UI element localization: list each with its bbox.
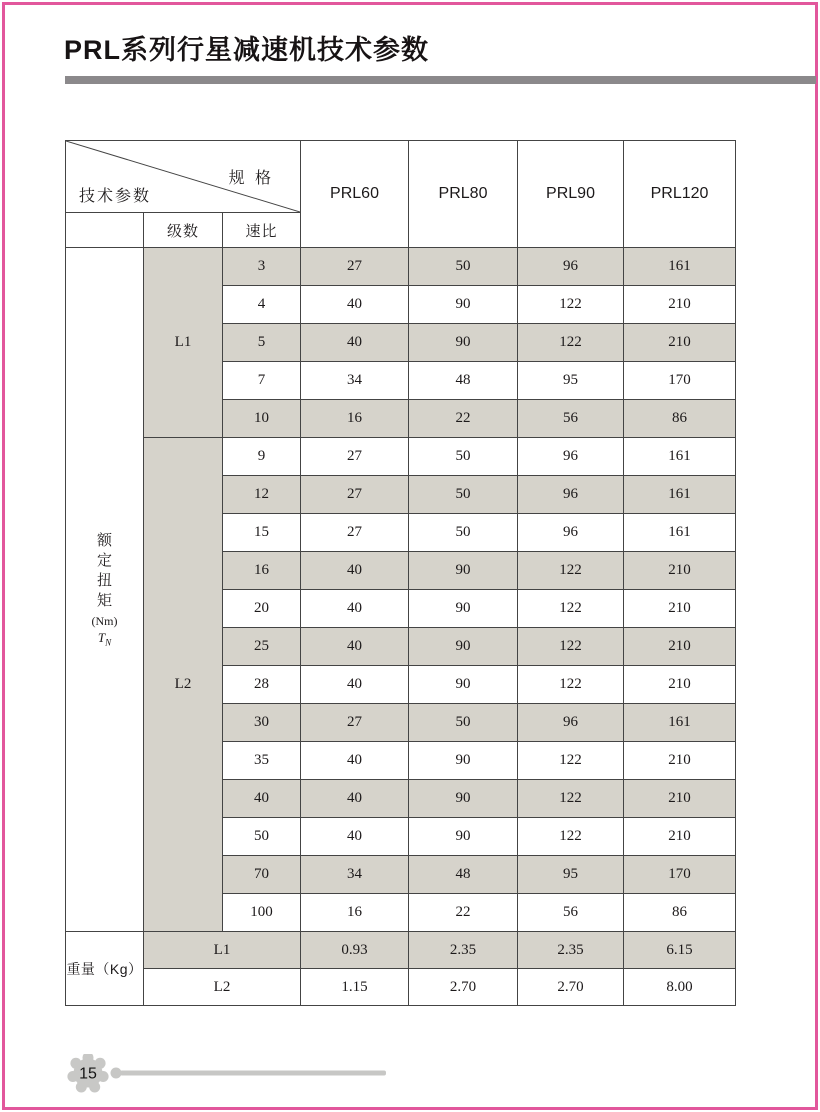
torque-value-cell: 27 <box>301 514 409 552</box>
torque-value-cell: 34 <box>301 856 409 894</box>
torque-value-cell: 95 <box>518 362 624 400</box>
footer-line-dot <box>111 1068 122 1079</box>
rated-torque-vertical-text <box>97 531 112 611</box>
torque-value-cell: 210 <box>624 286 736 324</box>
weight-stage-cell: L1 <box>144 932 301 969</box>
torque-value-cell: 122 <box>518 818 624 856</box>
torque-value-cell: 40 <box>301 666 409 704</box>
torque-value-cell: 50 <box>409 438 518 476</box>
torque-value-cell: 50 <box>409 476 518 514</box>
torque-char: 定 <box>96 552 112 570</box>
empty-header-cell <box>66 213 144 248</box>
torque-value-cell: 96 <box>518 248 624 286</box>
torque-value-cell: 90 <box>409 628 518 666</box>
torque-value-cell: 122 <box>518 552 624 590</box>
torque-value-cell: 170 <box>624 362 736 400</box>
torque-value-cell: 161 <box>624 476 736 514</box>
rated-torque-label <box>66 531 143 648</box>
torque-value-cell: 16 <box>301 894 409 932</box>
torque-value-cell: 27 <box>301 248 409 286</box>
torque-value-cell: 50 <box>409 514 518 552</box>
torque-value-cell: 40 <box>301 552 409 590</box>
torque-char: 扭 <box>96 572 112 590</box>
torque-value-cell: 27 <box>301 438 409 476</box>
ratio-cell: 12 <box>223 476 301 514</box>
torque-value-cell: 96 <box>518 438 624 476</box>
ratio-cell: 30 <box>223 704 301 742</box>
torque-value-cell: 210 <box>624 666 736 704</box>
ratio-cell: 7 <box>223 362 301 400</box>
torque-value-cell: 96 <box>518 476 624 514</box>
ratio-cell: 16 <box>223 552 301 590</box>
torque-value-cell: 27 <box>301 476 409 514</box>
torque-value-cell: 16 <box>301 400 409 438</box>
torque-value-cell: 40 <box>301 628 409 666</box>
ratio-header: 速比 <box>223 213 301 248</box>
torque-value-cell: 161 <box>624 248 736 286</box>
torque-value-cell: 56 <box>518 894 624 932</box>
tech-param-corner-label: 技术参数 <box>79 188 152 205</box>
weight-value-cell: 2.70 <box>518 969 624 1006</box>
torque-value-cell: 90 <box>409 590 518 628</box>
spec-table <box>65 140 736 1006</box>
torque-value-cell: 210 <box>624 780 736 818</box>
weight-value-cell: 8.00 <box>624 969 736 1006</box>
torque-value-cell: 22 <box>409 894 518 932</box>
ratio-cell: 20 <box>223 590 301 628</box>
torque-value-cell: 122 <box>518 628 624 666</box>
torque-value-cell: 96 <box>518 514 624 552</box>
weight-row <box>66 932 736 969</box>
ratio-cell: 50 <box>223 818 301 856</box>
torque-value-cell: 210 <box>624 742 736 780</box>
rated-torque-label-cell <box>66 248 144 932</box>
torque-value-cell: 122 <box>518 780 624 818</box>
weight-value-cell: 0.93 <box>301 932 409 969</box>
torque-value-cell: 90 <box>409 324 518 362</box>
torque-value-cell: 48 <box>409 856 518 894</box>
torque-char: 额 <box>96 532 112 550</box>
torque-value-cell: 161 <box>624 514 736 552</box>
stage-cell-L1: L1 <box>144 248 223 438</box>
weight-value-cell: 2.70 <box>409 969 518 1006</box>
torque-symbol-label: $T_N$ <box>97 630 112 648</box>
torque-value-cell: 40 <box>301 780 409 818</box>
torque-value-cell: 161 <box>624 704 736 742</box>
ratio-cell: 15 <box>223 514 301 552</box>
torque-value-cell: 56 <box>518 400 624 438</box>
ratio-cell: 100 <box>223 894 301 932</box>
torque-value-cell: 96 <box>518 704 624 742</box>
footer-line <box>120 1071 386 1076</box>
spec-table-body <box>66 248 736 1006</box>
torque-value-cell: 48 <box>409 362 518 400</box>
torque-value-cell: 40 <box>301 590 409 628</box>
ratio-cell: 4 <box>223 286 301 324</box>
torque-value-cell: 40 <box>301 742 409 780</box>
ratio-cell: 70 <box>223 856 301 894</box>
ratio-cell: 10 <box>223 400 301 438</box>
ratio-cell: 5 <box>223 324 301 362</box>
weight-value-cell: 6.15 <box>624 932 736 969</box>
torque-value-cell: 170 <box>624 856 736 894</box>
gear-icon <box>67 1054 108 1093</box>
torque-value-cell: 40 <box>301 286 409 324</box>
ratio-cell: 35 <box>223 742 301 780</box>
torque-value-cell: 210 <box>624 818 736 856</box>
torque-unit-label: (Nm) <box>91 614 118 629</box>
weight-label-cell: 重量（Kg） <box>66 932 144 1006</box>
torque-value-cell: 34 <box>301 362 409 400</box>
weight-value-cell: 2.35 <box>518 932 624 969</box>
column-header-prl60: PRL60 <box>301 141 409 248</box>
torque-value-cell: 40 <box>301 818 409 856</box>
torque-char: 矩 <box>96 592 112 610</box>
table-row <box>66 248 736 286</box>
ratio-cell: 3 <box>223 248 301 286</box>
title-underline-bar <box>65 76 816 84</box>
torque-value-cell: 122 <box>518 590 624 628</box>
weight-value-cell: 2.35 <box>409 932 518 969</box>
torque-value-cell: 90 <box>409 742 518 780</box>
column-header-prl90: PRL90 <box>518 141 624 248</box>
header-row-top <box>66 141 736 213</box>
stage-header: 级数 <box>144 213 223 248</box>
torque-value-cell: 122 <box>518 286 624 324</box>
table-row <box>66 438 736 476</box>
weight-row <box>66 969 736 1006</box>
torque-value-cell: 90 <box>409 666 518 704</box>
torque-value-cell: 27 <box>301 704 409 742</box>
torque-value-cell: 210 <box>624 324 736 362</box>
torque-value-cell: 22 <box>409 400 518 438</box>
spec-corner-label: 规 格 <box>228 170 275 187</box>
ratio-cell: 40 <box>223 780 301 818</box>
torque-value-cell: 90 <box>409 552 518 590</box>
ratio-cell: 9 <box>223 438 301 476</box>
torque-value-cell: 90 <box>409 286 518 324</box>
column-header-prl120: PRL120 <box>624 141 736 248</box>
ratio-cell: 25 <box>223 628 301 666</box>
corner-header-cell <box>66 141 301 213</box>
torque-value-cell: 90 <box>409 818 518 856</box>
torque-value-cell: 210 <box>624 552 736 590</box>
torque-value-cell: 122 <box>518 666 624 704</box>
torque-value-cell: 90 <box>409 780 518 818</box>
torque-value-cell: 50 <box>409 704 518 742</box>
stage-cell-L2: L2 <box>144 438 223 932</box>
torque-value-cell: 50 <box>409 248 518 286</box>
torque-value-cell: 210 <box>624 628 736 666</box>
weight-stage-cell: L2 <box>144 969 301 1006</box>
column-header-prl80: PRL80 <box>409 141 518 248</box>
page-number: 15 <box>79 1065 97 1083</box>
torque-value-cell: 122 <box>518 324 624 362</box>
footer-decoration <box>63 1054 403 1094</box>
torque-value-cell: 161 <box>624 438 736 476</box>
page-title: PRL系列行星减速机技术参数 <box>64 35 429 65</box>
ratio-cell: 28 <box>223 666 301 704</box>
torque-value-cell: 86 <box>624 400 736 438</box>
torque-value-cell: 40 <box>301 324 409 362</box>
torque-value-cell: 210 <box>624 590 736 628</box>
torque-value-cell: 95 <box>518 856 624 894</box>
torque-value-cell: 86 <box>624 894 736 932</box>
torque-value-cell: 122 <box>518 742 624 780</box>
weight-value-cell: 1.15 <box>301 969 409 1006</box>
